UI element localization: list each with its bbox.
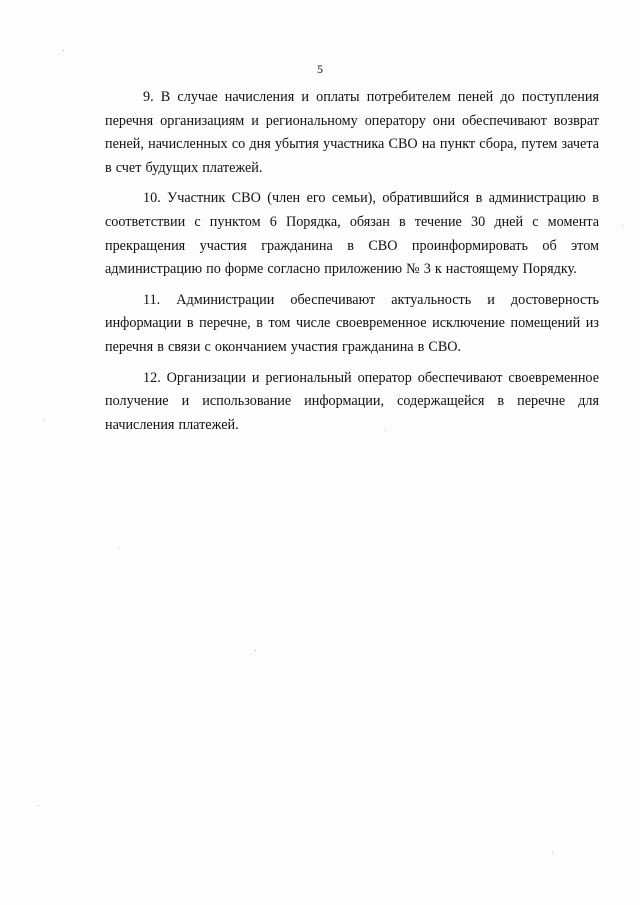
scan-speck [385,430,386,431]
paragraph-11: 11. Администрации обеспечивают актуальность и достоверность информации в перечне, в том числе своевременное исключение помещений из перечня в связи с окончанием участия гражданина в СВО. [105,291,599,355]
paragraph-9: 9. В случае начисления и оплаты потребителем пеней до поступления перечня организациям и региональному оператору они обеспечивают возврат пеней, начисленных со дня убытия участника СВО на пункт сбора, путем зачета в счет будущих платежей. [105,89,599,176]
scan-speck [552,852,553,853]
paragraph-10: 10. Участник СВО (член его семьи), обратившийся в администрацию в соответствии с пунктом 6 Порядка, обязан в течение 30 дней с момента прекращения участия гражданина в СВО проинформировать об этом администрацию по форме согласно приложению № 3 к настоящему Порядку. [105,190,599,278]
scan-speck [255,650,256,651]
scan-speck [44,420,45,421]
paragraph-12: 12. Организации и региональный оператор обеспечивают своевременное получение и использование информации, содержащейся в перечне для начисления платежей. [105,369,599,433]
scan-speck [622,225,623,226]
scan-speck [63,50,64,51]
scan-speck [118,548,119,549]
page-number: 5 [317,62,323,76]
document-body [105,86,599,444]
scan-speck [38,805,39,806]
